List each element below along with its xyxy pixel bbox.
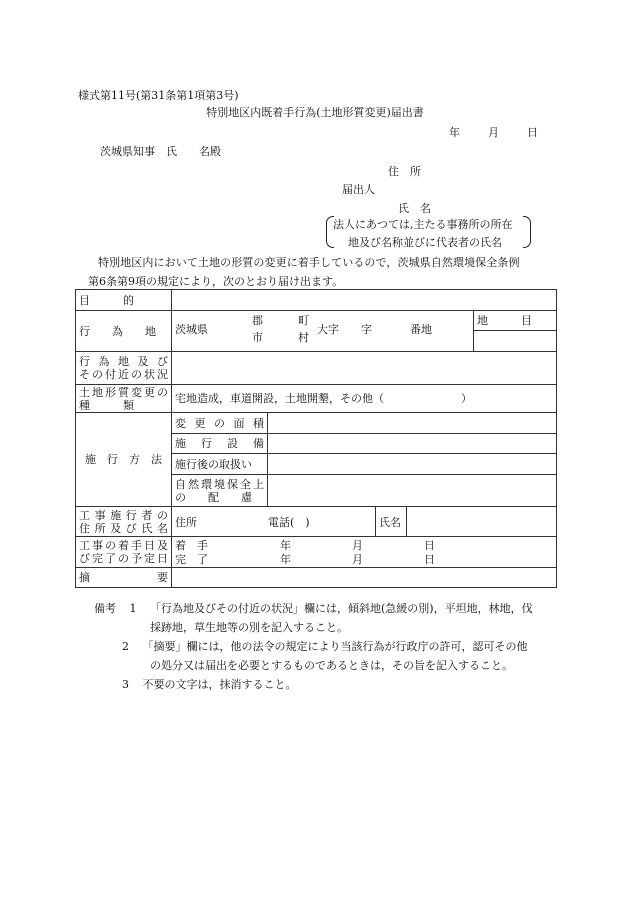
method-env-label bbox=[172, 475, 268, 507]
form-number: 様式第11号(第31条第1項第3号) bbox=[78, 89, 239, 102]
start-label: 着 手 bbox=[175, 539, 208, 552]
site-shi: 市 bbox=[252, 331, 263, 344]
note-2-text: 「摘要」欄には，他の法令の規定により当該行為が行政庁の許可，認可その他 bbox=[142, 640, 528, 653]
land-category-label: 地 目 bbox=[474, 311, 557, 331]
method-after-input[interactable] bbox=[268, 454, 557, 475]
date-line bbox=[449, 124, 560, 140]
notifier-label: 届出人 bbox=[342, 183, 375, 196]
note-1-cont: 採跡地，草生地等の別を記入すること。 bbox=[150, 621, 348, 634]
document-title: 特別地区内既着手行為(土地形質変更)届出書 bbox=[206, 106, 424, 119]
situation-label-1: 行為地及び bbox=[79, 355, 168, 368]
contractor-address-cell[interactable] bbox=[172, 507, 376, 537]
contractor-name-label: 氏名 bbox=[379, 516, 401, 529]
site-input[interactable] bbox=[172, 311, 474, 352]
contractor-label bbox=[76, 507, 172, 537]
remarks-label: 摘 要 bbox=[76, 568, 172, 588]
notifier-address-label: 住 所 bbox=[388, 165, 421, 178]
schedule-input[interactable] bbox=[172, 537, 557, 568]
method-env-input[interactable] bbox=[268, 475, 557, 507]
site-machi: 町 bbox=[298, 314, 309, 327]
note-2-cont: の処分又は届出を必要とするものであるときは，その旨を記入すること。 bbox=[150, 659, 513, 672]
method-area-label: 変更の面積 bbox=[172, 413, 268, 434]
method-facility-input[interactable] bbox=[268, 434, 557, 454]
corp-note-line2: 地及び名称並びに代表者の氏名 bbox=[348, 236, 502, 249]
note-3-number: 3 bbox=[122, 678, 129, 691]
end-day: 日 bbox=[424, 553, 435, 566]
method-label: 施 行 方 法 bbox=[76, 413, 172, 507]
note-1-text: 「行為地及びその付近の状況」欄には，傾斜地(急緩の別)，平坦地，林地，伐 bbox=[150, 602, 533, 615]
site-label: 行 為 地 bbox=[76, 311, 172, 352]
start-month: 月 bbox=[352, 539, 363, 552]
remarks-input[interactable] bbox=[172, 568, 557, 588]
row-situation bbox=[76, 352, 557, 385]
date-year: 年 bbox=[449, 126, 460, 139]
end-month: 月 bbox=[352, 553, 363, 566]
row-remarks bbox=[76, 568, 557, 588]
row-purpose bbox=[76, 290, 557, 311]
contractor-label-1: 工事施行者の bbox=[79, 508, 168, 522]
situation-input[interactable] bbox=[172, 352, 557, 385]
change-type-label-2: 種 類 bbox=[79, 398, 134, 412]
schedule-label-2: び完了の予定日 bbox=[79, 552, 168, 565]
note-2 bbox=[122, 638, 528, 654]
contractor-name-divider bbox=[406, 507, 407, 537]
method-area-input[interactable] bbox=[268, 413, 557, 434]
change-type-value[interactable]: 宅地造成，車道開設，土地開墾，その他（ ） bbox=[172, 385, 557, 413]
site-banchi: 番地 bbox=[410, 323, 432, 336]
situation-label-2: その付近の状況 bbox=[79, 368, 168, 381]
land-category-input[interactable] bbox=[474, 331, 557, 352]
contractor-phone-label: 電話( ) bbox=[268, 516, 310, 529]
method-env-label-2: の 配 慮 bbox=[175, 490, 252, 504]
note-2-number: 2 bbox=[122, 640, 129, 653]
row-site bbox=[76, 311, 557, 331]
note-3-text: 不要の文字は，抹消すること。 bbox=[142, 678, 297, 691]
notifier-name-label: 氏 名 bbox=[398, 202, 431, 215]
site-mura: 村 bbox=[298, 331, 309, 344]
date-month: 月 bbox=[488, 126, 499, 139]
contractor-name-cell[interactable] bbox=[376, 507, 557, 537]
purpose-label: 目 的 bbox=[76, 290, 172, 311]
method-facility-label: 施行設備 bbox=[172, 434, 268, 454]
method-env-label-1: 自然環境保全上 bbox=[175, 477, 264, 491]
corp-note-line1: 法人にあつては,主たる事務所の所在 bbox=[333, 218, 513, 231]
site-pref: 茨城県 bbox=[175, 323, 208, 336]
intro-text-line1: 特別地区内において土地の形質の変更に着手しているので，茨城県自然環境保全条例 bbox=[98, 256, 520, 269]
contractor-address-label: 住所 bbox=[175, 516, 197, 529]
bracket-right bbox=[523, 216, 531, 248]
change-type-label-1: 土地形質変更の bbox=[79, 385, 168, 399]
row-contractor bbox=[76, 507, 557, 537]
end-label: 完 了 bbox=[175, 553, 208, 566]
notification-form-table bbox=[75, 289, 557, 588]
corporation-note bbox=[326, 214, 531, 248]
end-year: 年 bbox=[280, 553, 291, 566]
row-method-area bbox=[76, 413, 557, 434]
change-type-label bbox=[76, 385, 172, 413]
date-day: 日 bbox=[527, 126, 538, 139]
note-1 bbox=[94, 600, 533, 616]
site-oaza-aza: 大字 字 bbox=[317, 323, 372, 336]
method-after-label: 施行後の取扱い bbox=[172, 454, 268, 475]
site-gun: 郡 bbox=[252, 314, 263, 327]
purpose-input[interactable] bbox=[172, 290, 557, 311]
addressee: 茨城県知事 氏 名殿 bbox=[100, 145, 221, 158]
notes-heading: 備考 bbox=[94, 602, 116, 615]
note-1-number: 1 bbox=[129, 602, 137, 615]
row-schedule bbox=[76, 537, 557, 568]
start-year: 年 bbox=[280, 539, 291, 552]
situation-label bbox=[76, 352, 172, 385]
intro-text-line2: 第6条第9項の規定により，次のとおり届け出ます。 bbox=[88, 275, 344, 288]
schedule-label-1: 工事の着手日及 bbox=[79, 539, 168, 552]
start-day: 日 bbox=[424, 539, 435, 552]
contractor-label-2: 住所及び氏名 bbox=[79, 521, 168, 535]
row-change-type bbox=[76, 385, 557, 413]
note-3 bbox=[122, 676, 297, 692]
schedule-label bbox=[76, 537, 172, 568]
